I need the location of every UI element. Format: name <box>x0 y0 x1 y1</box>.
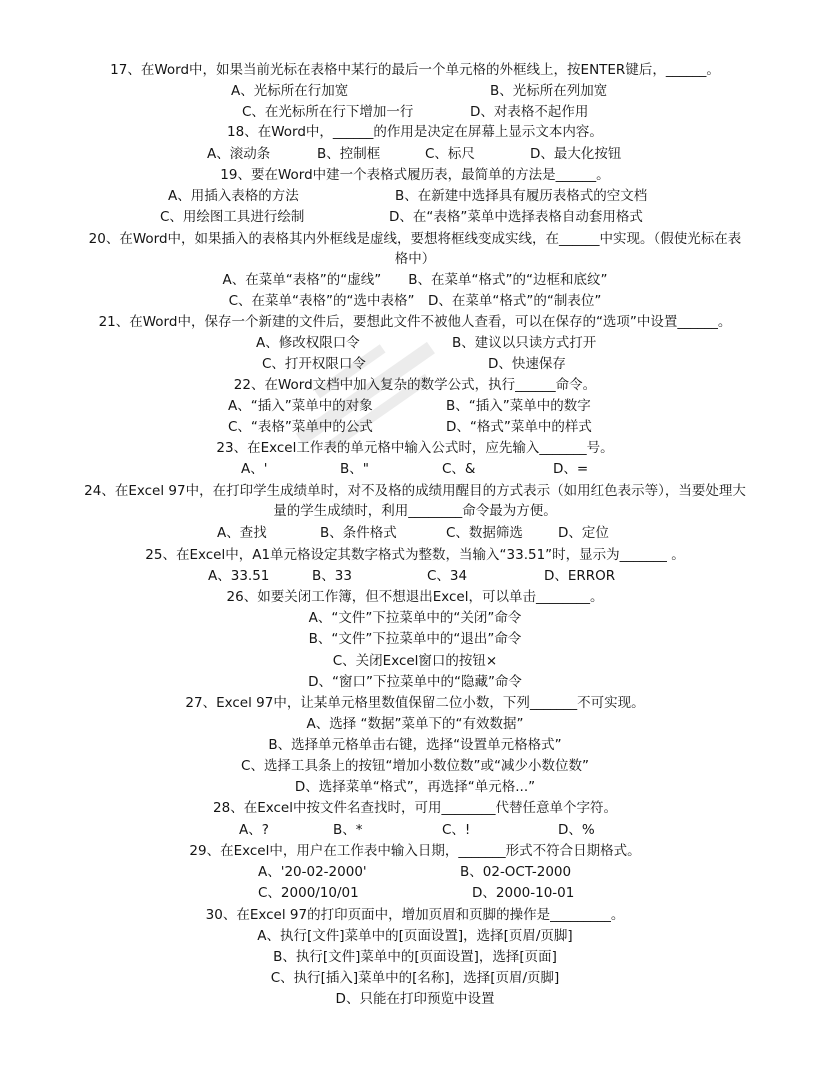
q23-option-a: A、' <box>241 461 268 477</box>
q26-option-c: C、关闭Excel窗口的按钮× <box>332 653 498 669</box>
q18-option-c: C、标尺 <box>425 146 475 162</box>
q23-option-d: D、= <box>553 461 589 477</box>
q27-option-d: D、选择菜单“格式”，再选择“单元格...” <box>294 779 536 795</box>
q25-options <box>20 565 810 587</box>
q17-options-ab <box>20 80 810 102</box>
q26-option-d: D、“窗口”下拉菜单中的“隐藏”命令 <box>308 674 522 690</box>
q29-options-ab <box>20 861 810 883</box>
q25-option-b: B、33 <box>312 568 352 584</box>
q24-stem-line1: 24、在Excel 97中，在打印学生成绩单时，对不及格的成绩用醒目的方式表示（如用红色表示等），当要处理大 <box>84 483 746 499</box>
q23-options <box>20 458 810 480</box>
q20-options-cd: C、在菜单“表格”的“选中表格” D、在菜单“格式”的“制表位” <box>228 293 602 309</box>
q27-option-c: C、选择工具条上的按钮“增加小数位数”或“减少小数位数” <box>241 758 589 774</box>
q26-stem: 26、如要关闭工作簿，但不想退出Excel，可以单击________。 <box>226 589 604 605</box>
q20-options-ab: A、在菜单“表格”的“虚线” B、在菜单“格式”的“边框和底纹” <box>222 272 608 288</box>
q26-option-b: B、“文件”下拉菜单中的“退出”命令 <box>308 631 522 647</box>
q22-option-b: B、“插入”菜单中的数字 <box>446 398 591 414</box>
q29-options-cd <box>20 882 810 904</box>
q30-option-b: B、执行[文件]菜单中的[页面设置]，选择[页面] <box>273 949 557 965</box>
q18-stem: 18、在Word中，______的作用是决定在屏幕上显示文本内容。 <box>227 124 603 140</box>
q21-option-b: B、建议以只读方式打开 <box>452 335 597 351</box>
q29-option-c: C、2000/10/01 <box>258 885 359 901</box>
q24-options <box>20 522 810 544</box>
q18-option-b: B、控制框 <box>317 146 381 162</box>
q17-options-cd <box>20 101 810 123</box>
q17-option-d: D、对表格不起作用 <box>470 104 589 120</box>
q29-stem: 29、在Excel中，用户在工作表中输入日期，_______形式不符合日期格式。 <box>189 843 641 859</box>
q29-option-b: B、02-OCT-2000 <box>460 864 572 880</box>
q19-option-c: C、用绘图工具进行绘制 <box>160 209 305 225</box>
q25-stem: 25、在Excel中，A1单元格设定其数字格式为整数，当输入“33.51”时，显示为_______ 。 <box>145 547 685 563</box>
q20-stem-line2: 格中） <box>394 251 436 267</box>
q21-option-a: A、修改权限口令 <box>256 335 360 351</box>
q23-stem: 23、在Excel工作表的单元格中输入公式时，应先输入_______号。 <box>216 440 614 456</box>
q30-stem: 30、在Excel 97的打印页面中，增加页眉和页脚的操作是_________。 <box>205 907 625 923</box>
q28-option-a: A、? <box>239 822 269 838</box>
q22-options-ab <box>20 395 810 417</box>
q27-stem: 27、Excel 97中，让某单元格里数值保留二位小数，下列_______不可实现。 <box>185 695 645 711</box>
q25-option-d: D、ERROR <box>544 568 616 584</box>
q21-option-c: C、打开权限口令 <box>262 356 366 372</box>
q26-option-a: A、“文件”下拉菜单中的“关闭”命令 <box>308 610 522 626</box>
q29-option-d: D、2000-10-01 <box>472 885 575 901</box>
q23-option-c: C、& <box>442 461 476 477</box>
q24-option-b: B、条件格式 <box>320 525 397 541</box>
q19-option-d: D、在“表格”菜单中选择表格自动套用格式 <box>389 209 643 225</box>
q29-option-a: A、'20-02-2000' <box>258 864 367 880</box>
q22-option-d: D、“格式”菜单中的样式 <box>446 419 592 435</box>
q18-option-d: D、最大化按钮 <box>530 146 622 162</box>
q25-option-a: A、33.51 <box>208 568 270 584</box>
q27-option-b: B、选择单元格单击右键，选择“设置单元格格式” <box>268 737 562 753</box>
q19-option-b: B、在新建中选择具有履历表格式的空文档 <box>395 188 648 204</box>
q21-options-cd <box>20 353 810 375</box>
q22-stem: 22、在Word文档中加入复杂的数学公式，执行______命令。 <box>233 377 597 393</box>
q19-options-cd <box>20 206 810 228</box>
q28-option-c: C、! <box>442 822 471 838</box>
q30-option-d: D、只能在打印预览中设置 <box>335 991 495 1007</box>
q28-stem: 28、在Excel中按文件名查找时，可用________代替任意单个字符。 <box>213 800 617 816</box>
q18-options <box>20 143 810 165</box>
q19-stem: 19、要在Word中建一个表格式履历表，最简单的方法是______。 <box>220 167 610 183</box>
q24-option-c: C、数据筛选 <box>446 525 523 541</box>
q24-option-d: D、定位 <box>558 525 609 541</box>
q28-option-d: D、% <box>558 822 595 838</box>
q25-option-c: C、34 <box>427 568 468 584</box>
q17-option-a: A、光标所在行加宽 <box>231 83 349 99</box>
q18-option-a: A、滚动条 <box>207 146 271 162</box>
q21-stem: 21、在Word中，保存一个新建的文件后，要想此文件不被他人查看，可以在保存的“选项”中设置______。 <box>98 314 732 330</box>
q17-option-b: B、光标所在列加宽 <box>490 83 608 99</box>
q28-options <box>20 819 810 841</box>
q21-option-d: D、快速保存 <box>488 356 566 372</box>
q30-option-a: A、执行[文件]菜单中的[页面设置]，选择[页眉/页脚] <box>257 928 573 944</box>
q17-option-c: C、在光标所在行下增加一行 <box>242 104 414 120</box>
q19-option-a: A、用插入表格的方法 <box>168 188 299 204</box>
q24-stem-line2: 量的学生成绩时，利用________命令最为方便。 <box>273 503 557 519</box>
q23-option-b: B、" <box>340 461 369 477</box>
q20-stem-line1: 20、在Word中，如果插入的表格其内外框线是虚线，要想将框线变成实线，在______中实现。（假使光标在表 <box>88 231 742 247</box>
q19-options-ab <box>20 185 810 207</box>
q30-option-c: C、执行[插入]菜单中的[名称]，选择[页眉/页脚] <box>270 970 560 986</box>
q17-stem: 17、在Word中，如果当前光标在表格中某行的最后一个单元格的外框线上，按ENTER键后，______。 <box>110 62 720 78</box>
q22-option-a: A、“插入”菜单中的对象 <box>228 398 373 414</box>
q27-option-a: A、选择 “数据”菜单下的“有效数据” <box>306 716 524 732</box>
q24-option-a: A、查找 <box>217 525 267 541</box>
q28-option-b: B、* <box>333 822 363 838</box>
q22-option-c: C、“表格”菜单中的公式 <box>228 419 373 435</box>
q22-options-cd <box>20 416 810 438</box>
q21-options-ab <box>20 332 810 354</box>
